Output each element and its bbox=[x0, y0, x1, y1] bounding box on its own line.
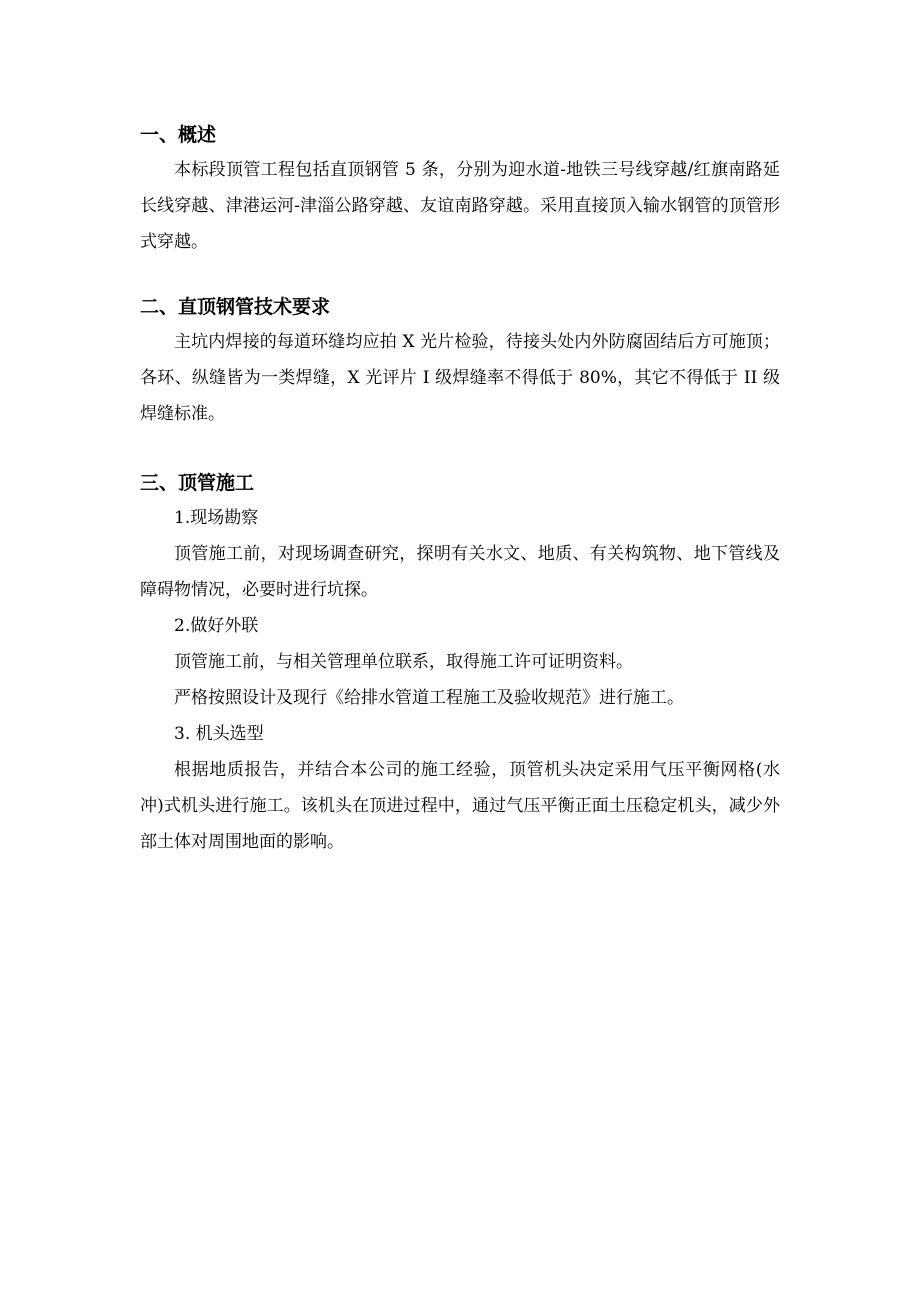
section-spacer bbox=[140, 432, 780, 466]
section-heading-overview: 一、概述 bbox=[140, 124, 217, 146]
technical-requirements-paragraph: 主坑内焊接的每道环缝均应拍 X 光片检验，待接头处内外防腐固结后方可施顶；各环、纵缝皆为一类焊缝，X 光评片 I 级焊缝率不得低于 80%，其它不得低于 II 级焊缝标准。 bbox=[140, 332, 780, 424]
overview-paragraph: 本标段顶管工程包括直顶钢管 5 条，分别为迎水道-地铁三号线穿越/红旗南路延长线穿越、津港运河-津淄公路穿越、友谊南路穿越。采用直接顶入输水钢管的顶管形式穿越。 bbox=[140, 160, 780, 252]
subsection-title-external-liaison: 2.做好外联 bbox=[174, 616, 259, 636]
subsection-title-site-survey: 1.现场勘察 bbox=[174, 508, 259, 528]
section-spacer bbox=[140, 260, 780, 290]
subsection-title-machine-head: 3. 机头选型 bbox=[174, 724, 264, 744]
site-survey-paragraph: 顶管施工前，对现场调查研究，探明有关水文、地质、有关构筑物、地下管线及障碍物情况，必要时进行坑探。 bbox=[140, 544, 780, 600]
external-liaison-paragraph-2: 严格按照设计及现行《给排水管道工程施工及验收规范》进行施工。 bbox=[174, 688, 684, 708]
section-heading-construction: 三、顶管施工 bbox=[140, 472, 255, 494]
machine-head-paragraph: 根据地质报告，并结合本公司的施工经验，顶管机头决定采用气压平衡网格(水冲)式机头进行施工。该机头在顶进过程中，通过气压平衡正面土压稳定机头，减少外部土体对周围地面的影响。 bbox=[140, 760, 780, 852]
document-page bbox=[140, 118, 780, 860]
section-heading-technical-requirements: 二、直顶钢管技术要求 bbox=[140, 296, 331, 318]
external-liaison-paragraph-1: 顶管施工前，与相关管理单位联系，取得施工许可证明资料。 bbox=[174, 652, 633, 672]
